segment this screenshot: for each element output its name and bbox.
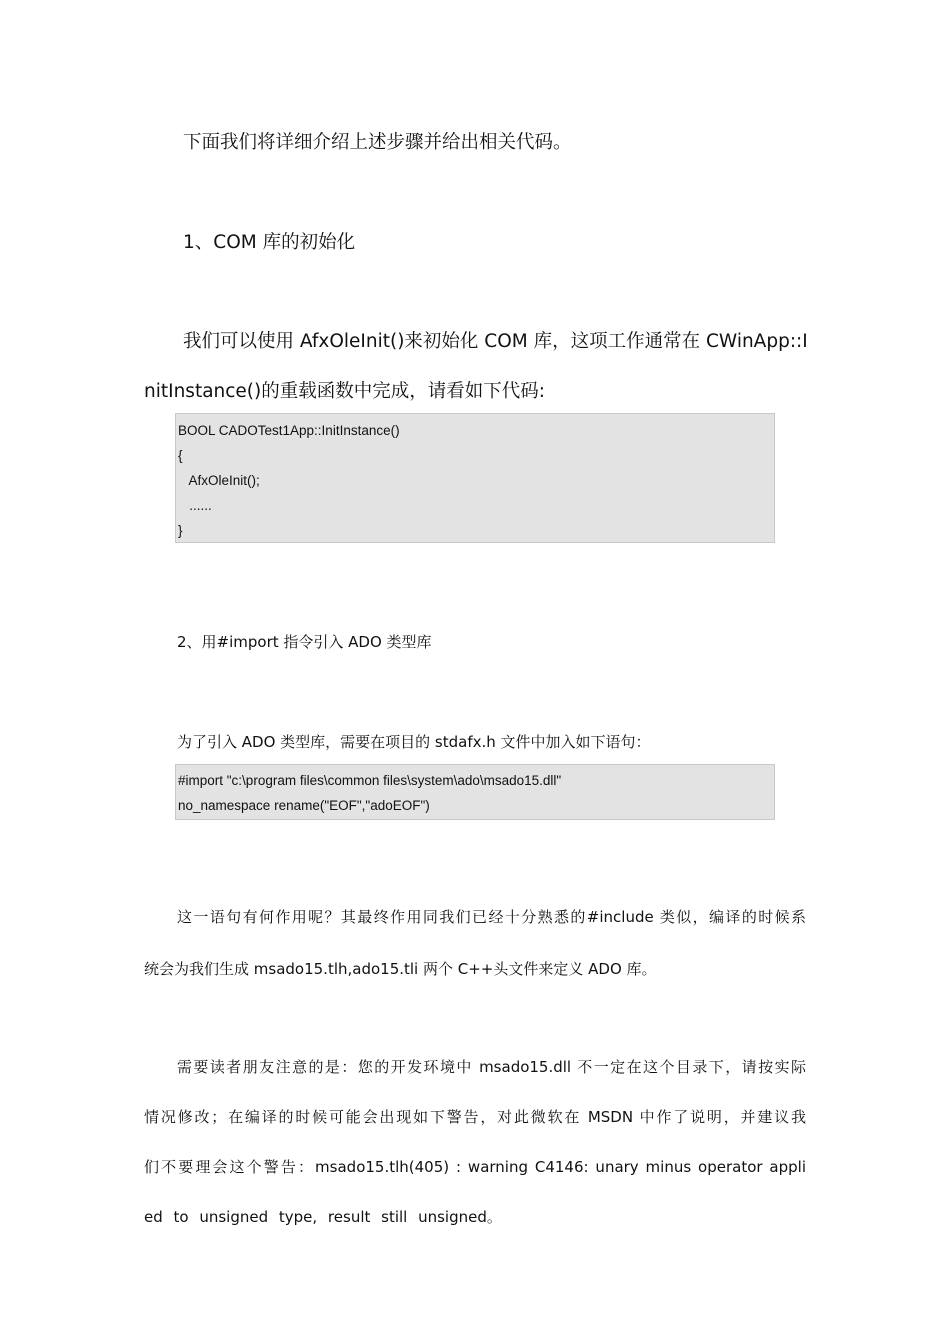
code-line: ...... [178, 498, 212, 513]
code-block-import [175, 764, 775, 820]
explain-line-1: 这一语句有何作用呢？其最终作用同我们已经十分熟悉的#include 类似，编译的时候系 [177, 908, 806, 926]
note-line-1: 需要读者朋友注意的是：您的开发环境中 msado15.dll 不一定在这个目录下，请按实际 [177, 1058, 806, 1076]
code-block-init-instance [175, 413, 775, 543]
section-heading-import: 2、用#import 指令引入 ADO 类型库 [177, 633, 432, 651]
section1-text-line-2: nitInstance()的重载函数中完成，请看如下代码: [144, 381, 545, 402]
note-line-3: 们不要理会这个警告：msado15.tlh(405) : warning C4146: unary minus operator appli [144, 1158, 806, 1176]
code-line: #import "c:\program files\common files\system\ado\msado15.dll" [178, 773, 562, 788]
section2-text: 为了引入 ADO 类型库，需要在项目的 stdafx.h 文件中加入如下语句： [177, 733, 651, 751]
code-line: { [178, 448, 183, 463]
code-line: BOOL CADOTest1App::InitInstance() [178, 423, 400, 438]
code-line: } [178, 523, 183, 538]
section1-text-line-1: 我们可以使用 AfxOleInit()来初始化 COM 库，这项工作通常在 CWinApp::I [183, 331, 808, 352]
section-heading-com-init: 1、COM 库的初始化 [183, 232, 356, 253]
code-line: no_namespace rename("EOF","adoEOF") [178, 798, 430, 813]
note-line-4: ed to unsigned type, result still unsigned。 [144, 1208, 502, 1226]
intro-paragraph: 下面我们将详细介绍上述步骤并给出相关代码。 [183, 132, 572, 153]
explain-line-2: 统会为我们生成 msado15.tlh,ado15.tli 两个 C++头文件来定义 ADO 库。 [144, 960, 657, 978]
note-line-2: 情况修改；在编译的时候可能会出现如下警告，对此微软在 MSDN 中作了说明，并建议我 [144, 1108, 806, 1126]
code-line: AfxOleInit(); [178, 473, 260, 488]
